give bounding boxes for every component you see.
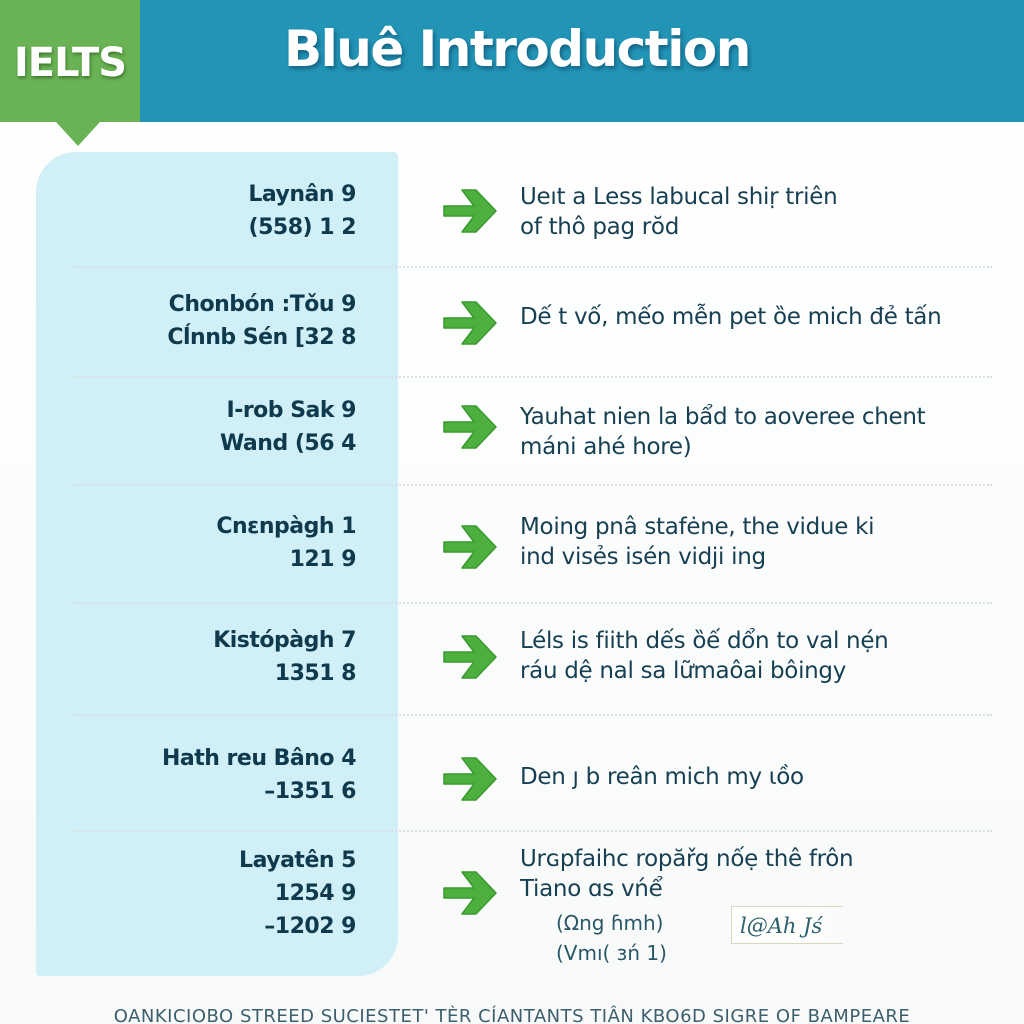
- row-label: [213, 624, 356, 690]
- row-description-line: Moing pnâ stafėne, the vidue ki: [520, 514, 875, 540]
- arrow-right-icon: [440, 866, 500, 920]
- row-description: [520, 626, 888, 686]
- row-description: [520, 762, 804, 792]
- row-label-line: Layatên 5: [239, 848, 356, 873]
- row-label: [248, 178, 356, 244]
- footer-caption: OANKICIOBO STREED SUCIESTET' TÈR CÍANTANTS TIÂN KBO6D SIGRE OF BAMPEARE: [113, 1006, 911, 1024]
- divider: [72, 714, 992, 716]
- row-description-line: Yauhat nien la bẩd to aoveree chent: [520, 404, 926, 430]
- row-label-line: 1351 8: [274, 661, 356, 686]
- row-label-line: Cnεnpàgh 1: [216, 514, 356, 539]
- list-item: [0, 394, 1024, 474]
- row-description-line: ind visẻs isén vidji ing: [520, 544, 766, 570]
- row-description: [520, 512, 874, 572]
- row-label-line: –1202 9: [264, 914, 356, 939]
- row-label: [239, 844, 356, 943]
- row-description-line: Léls is fiith dếs ȍế dổn to val nẹ́n: [520, 628, 889, 654]
- badge-pointer-icon: [56, 122, 100, 146]
- row-label-line: –1351 6: [264, 779, 356, 804]
- row-note-line: (Ωng ɦmh): [556, 911, 664, 935]
- list-item: [0, 742, 1024, 822]
- row-label: [216, 510, 356, 576]
- row-description: [520, 302, 941, 332]
- row-label-line: Wand (56 4: [219, 431, 356, 456]
- row-description-line: Dế t vố, mếo mễn pet ȍe mich đẻ tấn: [520, 304, 942, 330]
- row-description-line: máni ahé hore): [520, 434, 692, 460]
- badge-label: IELTS: [13, 40, 127, 86]
- row-description: [520, 182, 837, 242]
- ielts-badge: [0, 0, 140, 122]
- arrow-right-icon: [440, 752, 500, 806]
- page-title: Bluê Introduction: [284, 20, 750, 78]
- row-label-line: Hath reu Bâno 4: [161, 746, 356, 771]
- arrow-right-icon: [440, 520, 500, 574]
- header-bar: [0, 0, 1024, 122]
- row-description: [520, 402, 925, 462]
- row-description-line: Urɢpfaihc ropăřg nốẹ thê frôn: [520, 846, 854, 872]
- row-description-line: of thô pag rŏd: [520, 214, 679, 240]
- row-description: [520, 844, 853, 904]
- arrow-right-icon: [440, 184, 500, 238]
- row-label: [220, 394, 356, 460]
- arrow-right-icon: [440, 630, 500, 684]
- divider: [72, 602, 992, 604]
- row-label: [162, 742, 356, 808]
- row-label-line: (558) 1 2: [248, 215, 356, 240]
- divider: [72, 376, 992, 378]
- list-item: [0, 844, 1024, 974]
- divider: [72, 266, 992, 268]
- row-note-line: (Ⅴmı( ɜń 1): [556, 941, 667, 965]
- list-item: [0, 510, 1024, 590]
- divider: [72, 830, 992, 832]
- row-description-line: Tiano ɑs vńể: [520, 876, 663, 902]
- row-label-line: Kistópàgh 7: [213, 628, 356, 653]
- row-label-line: 1254 9: [274, 881, 356, 906]
- divider: [72, 484, 992, 486]
- arrow-right-icon: [440, 400, 500, 454]
- row-label-line: 121 9: [289, 547, 356, 572]
- list-item: [0, 624, 1024, 704]
- row-label-line: I-rob Sak 9: [226, 398, 356, 423]
- row-description-line: Ueıt a Less labucal shiṛ triên: [520, 184, 838, 210]
- row-label-line: Laynân 9: [248, 182, 356, 207]
- list-item: [0, 288, 1024, 368]
- handwritten-box: l@Ah Jś: [731, 906, 843, 944]
- row-description-line: Den ȷ b reân mich my ɩồo: [520, 764, 804, 790]
- row-label: [167, 288, 356, 354]
- row-description-line: ráu dệ nal sa lữmaôai bôingy: [520, 658, 847, 684]
- row-label-line: Chonbón :Tǒu 9: [168, 292, 356, 317]
- row-notes: [556, 908, 667, 968]
- row-label-line: Cĺnnb Sén [32 8: [167, 325, 356, 350]
- list-item: [0, 178, 1024, 258]
- arrow-right-icon: [440, 296, 500, 350]
